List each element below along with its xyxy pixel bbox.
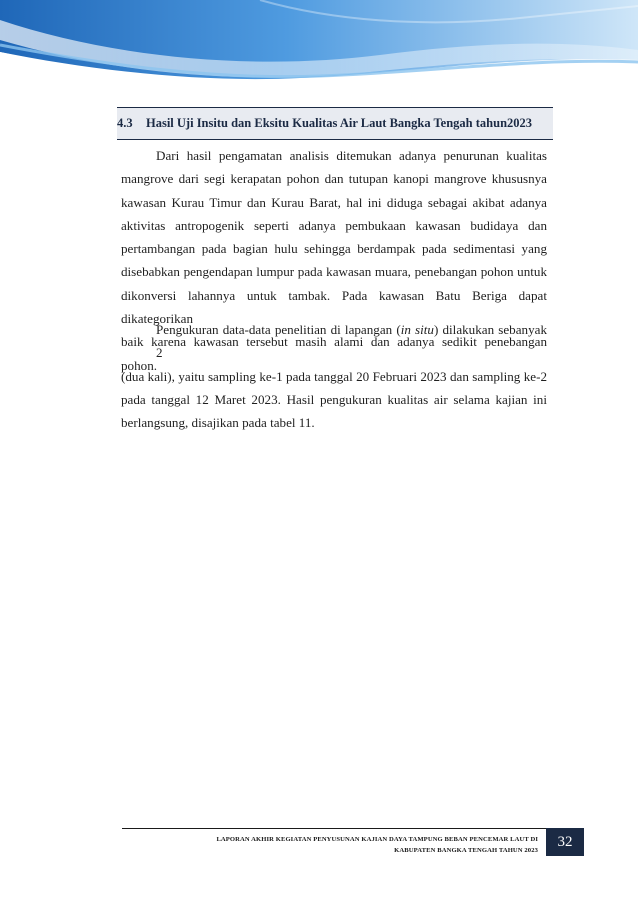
paragraph-2: [121, 318, 547, 434]
section-heading: [117, 107, 553, 140]
text-segment: ) dilakukan sebanyak 2: [156, 322, 547, 361]
page-number: 32: [546, 828, 584, 856]
footer-report-title: [160, 834, 538, 856]
footer-line: KABUPATEN BANGKA TENGAH TAHUN 2023: [394, 847, 538, 854]
footer-line: LAPORAN AKHIR KEGIATAN PENYUSUNAN KAJIAN DAYA TAMPUNG BEBAN PENCEMAR LAUT DI: [216, 836, 538, 843]
text-line: pada tanggal 12 Maret 2023. Hasil pengukuran kualitas air selama kajian ini: [121, 391, 547, 407]
footer-rule: [122, 828, 546, 829]
section-number: 4.3: [117, 116, 133, 130]
text-line: baik karena kawasan tersebut masih alami dan adanya sedikit penebangan pohon.: [121, 334, 547, 373]
text-line: mangrove dari segi kerapatan pohon dan tutupan kanopi mangrove khususnya: [121, 171, 547, 187]
text-line: kawasan Kurau Timur dan Kurau Barat, hal ini diduga sebagai akibat adanya: [121, 194, 547, 210]
text-line: (dua kali), yaitu sampling ke-1 pada tanggal 20 Februari 2023 dan sampling ke-2: [121, 368, 547, 384]
text-line: aktivitas antropogenik seperti adanya pembukaan kawasan budidaya dan: [121, 217, 547, 233]
italic-term: in situ: [400, 322, 434, 337]
text-line: Dari hasil pengamatan analisis ditemukan adanya penurunan kualitas: [156, 148, 547, 163]
text-line: pertambangan pada bagian hulu sehingga berdampak pada sedimentasi yang: [121, 241, 547, 257]
text-segment: Pengukuran data-data penelitian di lapangan (: [156, 322, 401, 337]
header-wave-banner: [0, 0, 638, 95]
text-line: [121, 318, 547, 365]
text-line: disebabkan pengendapan lumpur pada kawasan muara, penebangan pohon untuk: [121, 264, 547, 280]
section-title: Hasil Uji Insitu dan Eksitu Kualitas Air Laut Bangka Tengah tahun2023: [146, 116, 533, 130]
text-line: berlangsung, disajikan pada tabel 11.: [121, 415, 315, 431]
text-line: dikonversi lahannya untuk tambak. Pada kawasan Batu Beriga dapat dikategorikan: [121, 287, 547, 327]
